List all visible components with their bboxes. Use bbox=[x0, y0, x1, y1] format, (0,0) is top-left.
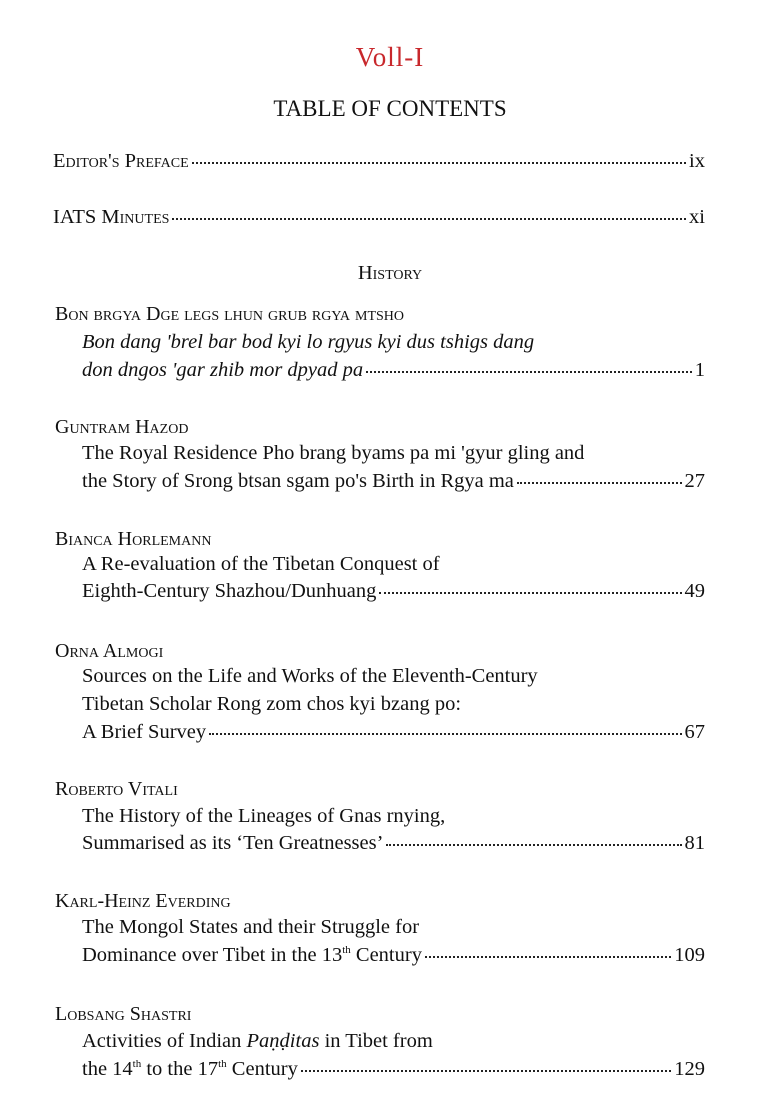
entry-title-line: Eighth-Century Shazhou/Dunhuang bbox=[82, 580, 377, 602]
entry-author: Orna Almogi bbox=[55, 640, 164, 662]
page-number: 129 bbox=[674, 1058, 705, 1080]
entry-title-line: The Royal Residence Pho brang byams pa mi 'gyur gling and bbox=[82, 442, 585, 464]
entry-author: Guntram Hazod bbox=[55, 416, 189, 438]
page-number: 49 bbox=[684, 580, 705, 602]
entry-author: Bianca Horlemann bbox=[55, 528, 212, 550]
toc-entry-preface[interactable] bbox=[53, 150, 705, 173]
leader-dots bbox=[366, 370, 692, 373]
entry-author: Roberto Vitali bbox=[55, 778, 178, 800]
entry-title: IATS Minutes bbox=[53, 206, 170, 228]
toc-entry-vitali[interactable] bbox=[82, 832, 705, 855]
entry-title-line: the 14th to the 17th Century bbox=[82, 1058, 298, 1080]
leader-dots bbox=[386, 843, 681, 846]
entry-title-line: The Mongol States and their Struggle for bbox=[82, 916, 420, 938]
page-number: 109 bbox=[674, 944, 705, 966]
page-number: 1 bbox=[694, 359, 705, 381]
leader-dots bbox=[379, 591, 681, 594]
entry-title: Editor's Preface bbox=[53, 150, 189, 172]
entry-title-line: the Story of Srong btsan sgam po's Birth in Rgya ma bbox=[82, 470, 514, 492]
toc-entry-horlemann[interactable] bbox=[82, 580, 705, 603]
entry-title-line: Tibetan Scholar Rong zom chos kyi bzang po: bbox=[82, 693, 462, 715]
toc-entry-everding[interactable] bbox=[82, 944, 705, 967]
leader-dots bbox=[425, 955, 671, 958]
leader-dots bbox=[192, 161, 686, 164]
toc-entry-almogi[interactable] bbox=[82, 721, 705, 744]
entry-title-line: A Re-evaluation of the Tibetan Conquest of bbox=[82, 553, 440, 575]
leader-dots bbox=[301, 1069, 671, 1072]
leader-dots bbox=[172, 217, 686, 220]
leader-dots bbox=[517, 481, 682, 484]
entry-title-line: The History of the Lineages of Gnas rnying, bbox=[82, 805, 446, 827]
toc-title: TABLE OF CONTENTS bbox=[273, 96, 507, 121]
leader-dots bbox=[209, 732, 681, 735]
toc-entry-bon[interactable] bbox=[82, 359, 705, 382]
toc-entry-shastri[interactable] bbox=[82, 1058, 705, 1081]
page-number: ix bbox=[689, 150, 705, 172]
page-number: 67 bbox=[684, 721, 705, 743]
section-heading-history: History bbox=[357, 262, 423, 284]
entry-author: Lobsang Shastri bbox=[55, 1003, 192, 1025]
page-number: 27 bbox=[684, 470, 705, 492]
entry-author: Bon brgya Dge legs lhun grub rgya mtsho bbox=[55, 303, 405, 325]
entry-title-line: Sources on the Life and Works of the Eleventh-Century bbox=[82, 665, 538, 687]
volume-label: Voll-I bbox=[355, 42, 425, 72]
entry-title-line: Dominance over Tibet in the 13th Century bbox=[82, 944, 422, 966]
page-number: xi bbox=[689, 206, 705, 228]
page-number: 81 bbox=[684, 832, 705, 854]
entry-author: Karl-Heinz Everding bbox=[55, 890, 231, 912]
entry-title-line: don dngos 'gar zhib mor dpyad pa bbox=[82, 359, 364, 381]
toc-entry-minutes[interactable] bbox=[53, 206, 705, 229]
toc-entry-hazod[interactable] bbox=[82, 470, 705, 493]
entry-title-line: Summarised as its ‘Ten Greatnesses’ bbox=[82, 832, 384, 854]
entry-title-line: Activities of Indian Paṇḍitas in Tibet from bbox=[82, 1030, 433, 1052]
entry-title-line: A Brief Survey bbox=[82, 721, 207, 743]
entry-title-line: Bon dang 'brel bar bod kyi lo rgyus kyi dus tshigs dang bbox=[82, 331, 535, 353]
